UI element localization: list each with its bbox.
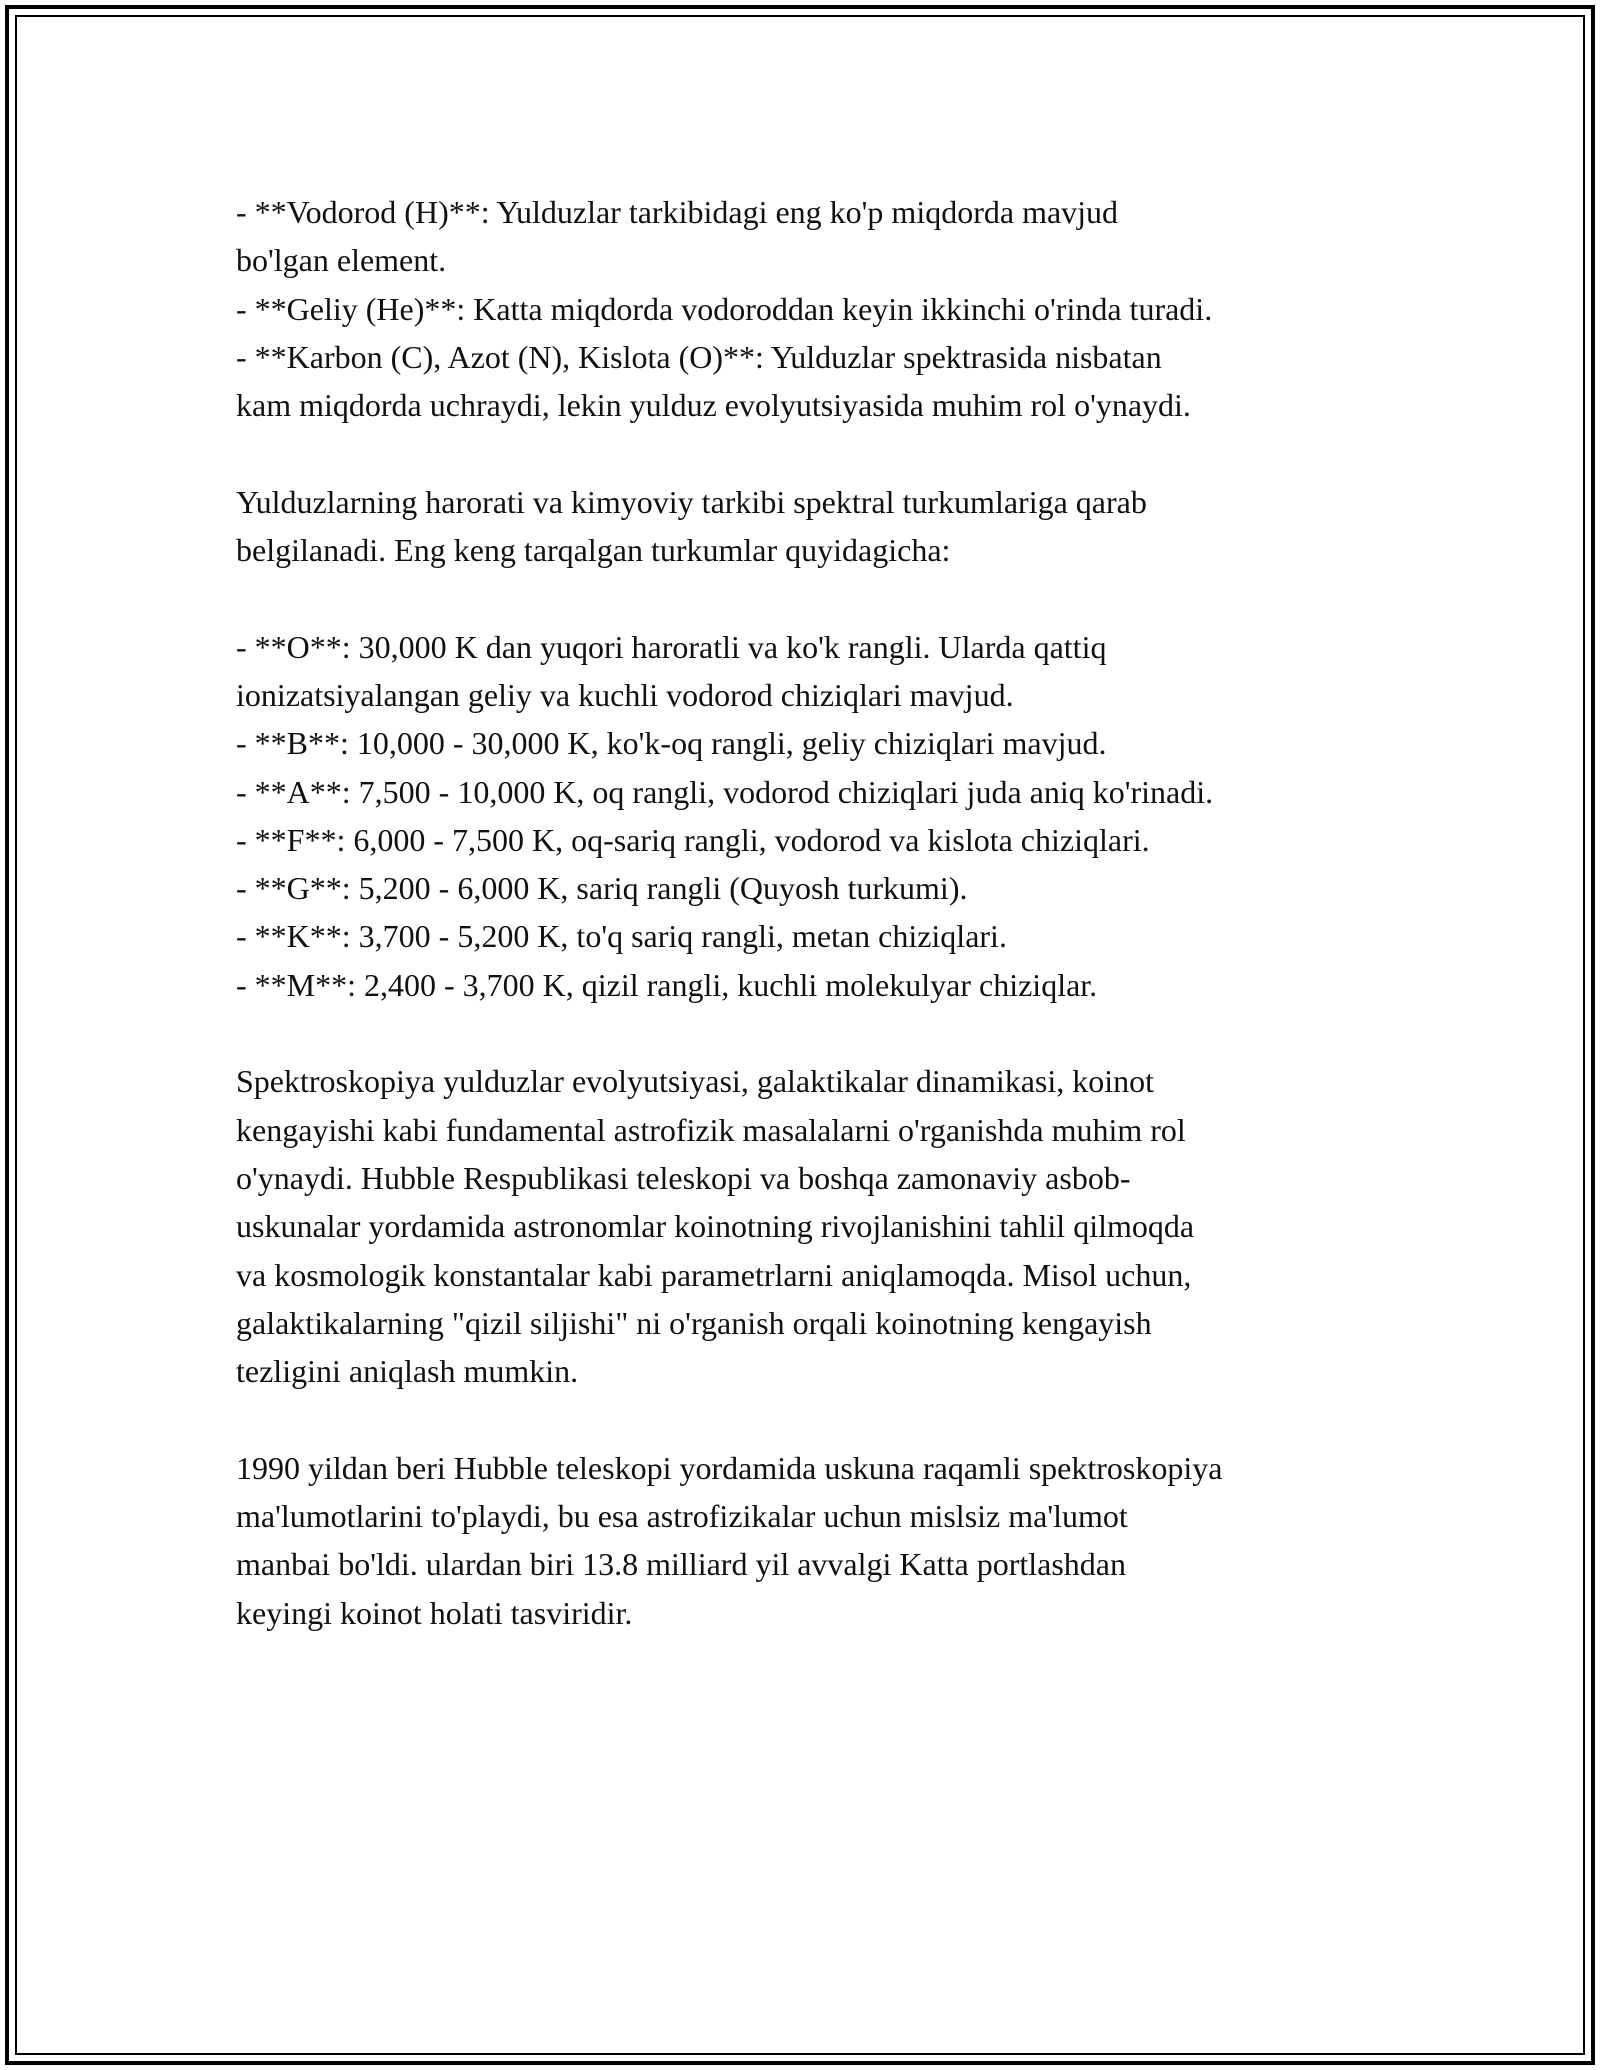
text-line: kengayishi kabi fundamental astrofizik masalalarni o'rganishda muhim rol [236,1111,1186,1148]
text-line: Spektroskopiya yulduzlar evolyutsiyasi, galaktikalar dinamikasi, koinot [236,1063,1155,1100]
paragraph-gap [236,429,1376,477]
text-line: - **A**: 7,500 - 10,000 K, oq rangli, vodorod chiziqlari juda aniq ko'rinadi. [236,773,1214,810]
text-line: ma'lumotlarini to'playdi, bu esa astrofizikalar uchun mislsiz ma'lumot [236,1498,1128,1535]
text-line: - **B**: 10,000 - 30,000 K, ko'k-oq rangli, geliy chiziqlari mavjud. [236,725,1107,762]
text-line: - **O**: 30,000 K dan yuqori haroratli va ko'k rangli. Ularda qattiq [236,628,1107,665]
text-line: - **Geliy (He)**: Katta miqdorda vodoroddan keyin ikkinchi o'rinda turadi. [236,290,1213,327]
text-line: uskunalar yordamida astronomlar koinotning rivojlanishini tahlil qilmoqda [236,1208,1195,1245]
text-line: ionizatsiyalangan geliy va kuchli vodorod chiziqlari mavjud. [236,676,1014,713]
text-line: kam miqdorda uchraydi, lekin yulduz evolyutsiyasida muhim rol o'ynaydi. [236,387,1191,424]
paragraph-gap [236,1395,1376,1443]
text-line: keyingi koinot holati tasviridir. [236,1594,633,1631]
text-line: o'ynaydi. Hubble Respublikasi teleskopi va boshqa zamonaviy asbob- [236,1159,1131,1196]
text-line: manbai bo'ldi. ulardan biri 13.8 milliard yil avvalgi Katta portlashdan [236,1546,1126,1583]
text-line: - **M**: 2,400 - 3,700 K, qizil rangli, kuchli molekulyar chiziqlar. [236,966,1098,1003]
spectral-intro-paragraph [236,478,1376,575]
paragraph-gap [236,1009,1376,1057]
text-line: va kosmologik konstantalar kabi parametrlarni aniqlamoqda. Misol uchun, [236,1256,1192,1293]
text-line: - **F**: 6,000 - 7,500 K, oq-sariq rangli, vodorod va kislota chiziqlari. [236,821,1150,858]
text-line: tezligini aniqlash mumkin. [236,1353,579,1390]
text-line: Yulduzlarning harorati va kimyoviy tarkibi spektral turkumlariga qarab [236,483,1147,520]
text-line: 1990 yildan beri Hubble teleskopi yordamida uskuna raqamli spektroskopiya [236,1449,1223,1486]
text-line: bo'lgan element. [236,242,447,279]
hubble-paragraph [236,1444,1376,1637]
text-line: - **Karbon (C), Azot (N), Kislota (O)**: Yulduzlar spektrasida nisbatan [236,338,1162,375]
text-line: - **G**: 5,200 - 6,000 K, sariq rangli (Quyosh turkumi). [236,870,968,907]
document-body [236,188,1376,1637]
spectroscopy-paragraph [236,1057,1376,1395]
text-line: - **K**: 3,700 - 5,200 K, to'q sariq rangli, metan chiziqlari. [236,918,1007,955]
text-line: galaktikalarning "qizil siljishi" ni o'rganish orqali koinotning kengayish [236,1304,1152,1341]
text-line: - **Vodorod (H)**: Yulduzlar tarkibidagi eng ko'p miqdorda mavjud [236,194,1119,230]
paragraph-gap [236,574,1376,622]
element-list [236,188,1376,429]
text-line: belgilanadi. Eng keng tarqalgan turkumlar quyidagicha: [236,532,951,569]
spectral-class-list [236,623,1376,1009]
